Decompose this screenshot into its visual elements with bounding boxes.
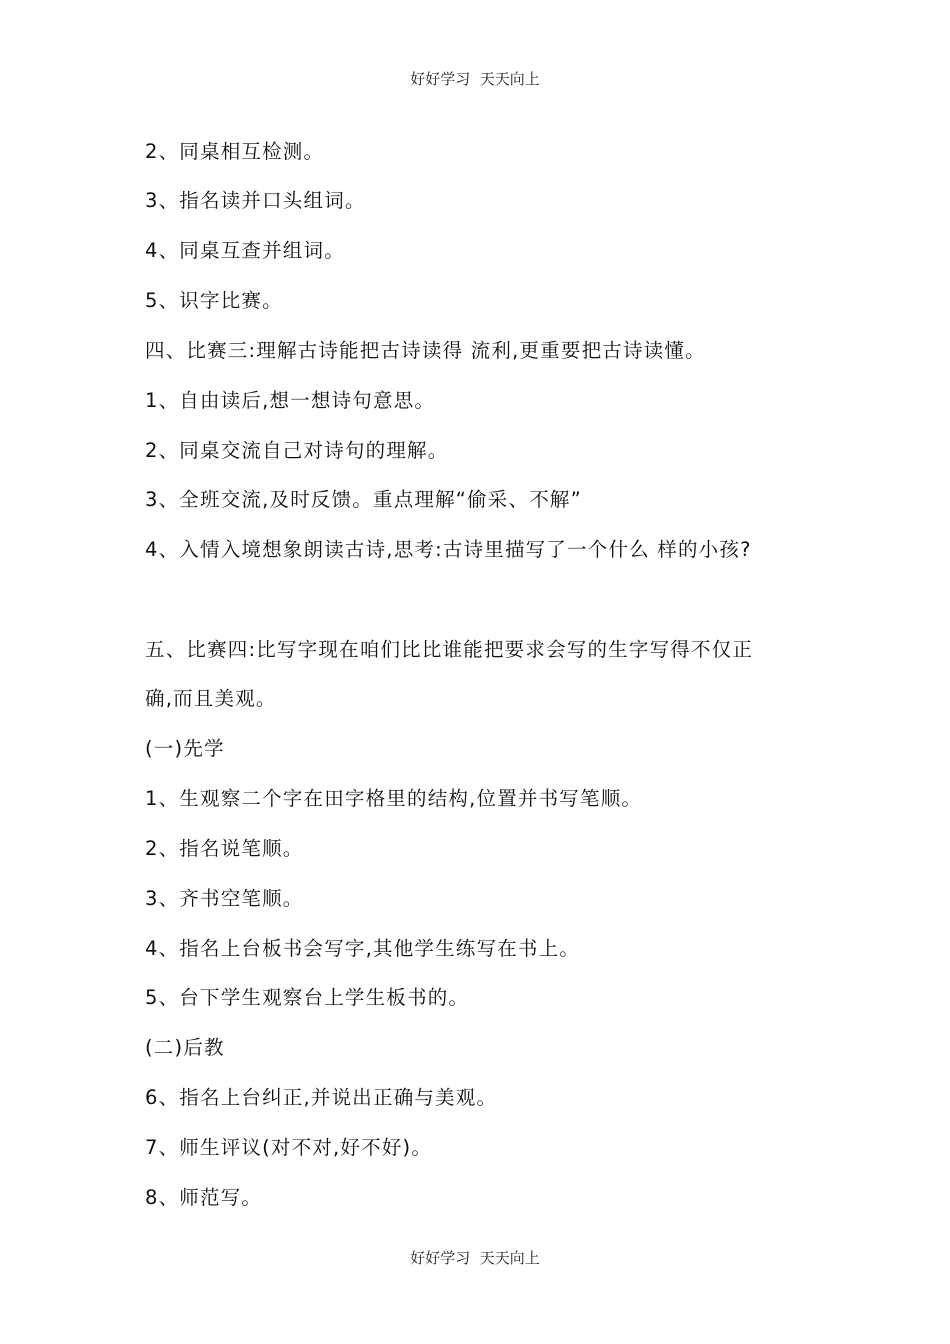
subsection-heading: (一)先学 [145, 737, 225, 760]
text-line: 5、识字比赛。 [145, 289, 283, 312]
text-line: 4、同桌互查并组词。 [145, 239, 345, 262]
text-line: 6、指名上台纠正,并说出正确与美观。 [145, 1086, 498, 1109]
section-heading: 五、比赛四:比写字现在咱们比比谁能把要求会写的生字写得不仅正 [145, 638, 754, 661]
subsection-heading: (二)后教 [145, 1036, 225, 1059]
text-line: 2、同桌相互检测。 [145, 140, 325, 163]
text-line: 1、生观察二个字在田字格里的结构,位置并书写笔顺。 [145, 787, 643, 810]
text-line: 5、台下学生观察台上学生板书的。 [145, 986, 470, 1009]
section-heading: 四、比赛三:理解古诗能把古诗读得 流利,更重要把古诗读懂。 [145, 339, 706, 362]
text-line: 3、全班交流,及时反馈。重点理解“偷采、不解” [145, 488, 582, 511]
text-line: 4、入情入境想象朗读古诗,思考:古诗里描写了一个什么 样的小孩? [145, 538, 752, 561]
text-line: 1、自由读后,想一想诗句意思。 [145, 389, 436, 412]
text-line: 2、指名说笔顺。 [145, 837, 304, 860]
text-line: 7、师生评议(对不对,好不好)。 [145, 1136, 433, 1159]
page-header: 好好学习 天天向上 [410, 70, 540, 88]
text-line: 确,而且美观。 [145, 687, 277, 710]
text-line: 4、指名上台板书会写字,其他学生练写在书上。 [145, 937, 581, 960]
page-footer: 好好学习 天天向上 [410, 1249, 540, 1267]
text-line: 2、同桌交流自己对诗句的理解。 [145, 439, 449, 462]
text-line: 8、师范写。 [145, 1186, 263, 1209]
text-line: 3、齐书空笔顺。 [145, 887, 304, 910]
text-line: 3、指名读并口头组词。 [145, 189, 366, 212]
